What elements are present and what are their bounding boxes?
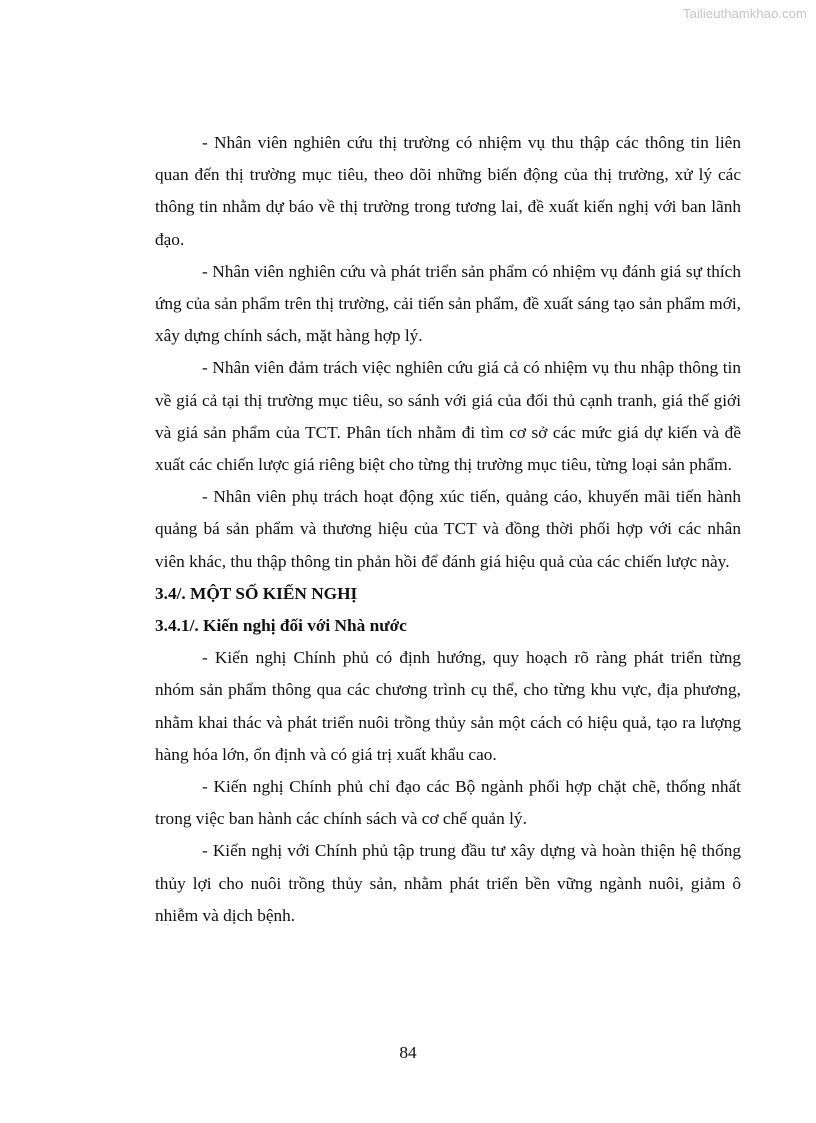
page-number: 84 bbox=[399, 1043, 417, 1062]
watermark: Tailieuthamkhao.com bbox=[682, 6, 807, 21]
paragraph-promotion: - Nhân viên phụ trách hoạt động xúc tiến, quảng cáo, khuyến mãi tiến hành quảng bá sản phẩm và thương hiệu của TCT và đồng thời phối hợp với các nhân viên khác, thu thập thông tin phản hồi để đánh giá hiệu quả của các chiến lược này. bbox=[155, 487, 741, 571]
paragraph-recommendation-coordination: - Kiến nghị Chính phủ chỉ đạo các Bộ ngành phối hợp chặt chẽ, thống nhất trong việc ban hành các chính sách và cơ chế quản lý. bbox=[155, 777, 741, 829]
paragraph-price-research: - Nhân viên đảm trách việc nghiên cứu giá cả có nhiệm vụ thu nhập thông tin về giá cả tại thị trường mục tiêu, so sánh với giá của đối thủ cạnh tranh, giá thế giới và giá sản phẩm của TCT. Phân tích nhằm đi tìm cơ sở các mức giá dự kiến và đề xuất các chiến lược giá riêng biệt cho từng thị trường mục tiêu, từng loại sản phẩm. bbox=[155, 358, 741, 475]
page-body bbox=[155, 127, 741, 932]
paragraph-market-research: - Nhân viên nghiên cứu thị trường có nhiệm vụ thu thập các thông tin liên quan đến thị trường mục tiêu, theo dõi những biến động của thị trường, xử lý các thông tin nhằm dự báo về thị trường trong tương lai, đề xuất kiến nghị với ban lãnh đạo. bbox=[155, 133, 741, 249]
section-heading: 3.4/. MỘT SỐ KIẾN NGHỊ bbox=[155, 583, 358, 603]
paragraph-recommendation-planning: - Kiến nghị Chính phủ có định hướng, quy hoạch rõ ràng phát triển từng nhóm sản phẩm thông qua các chương trình cụ thể, cho từng khu vực, địa phương, nhằm khai thác và phát triển nuôi trồng thủy sản một cách có hiệu quả, tạo ra lượng hàng hóa lớn, ổn định và có giá trị xuất khẩu cao. bbox=[155, 648, 741, 764]
subsection-heading: 3.4.1/. Kiến nghị đối với Nhà nước bbox=[155, 616, 407, 636]
paragraph-recommendation-irrigation: - Kiến nghị với Chính phủ tập trung đầu tư xây dựng và hoàn thiện hệ thống thủy lợi cho nuôi trồng thủy sản, nhằm phát triển bền vững ngành nuôi, giảm ô nhiễm và dịch bệnh. bbox=[155, 841, 741, 925]
paragraph-product-development: - Nhân viên nghiên cứu và phát triển sản phẩm có nhiệm vụ đánh giá sự thích ứng của sản phẩm trên thị trường, cải tiến sản phẩm, đề xuất sáng tạo sản phẩm mới, xây dựng chính sách, mặt hàng hợp lý. bbox=[155, 261, 741, 346]
